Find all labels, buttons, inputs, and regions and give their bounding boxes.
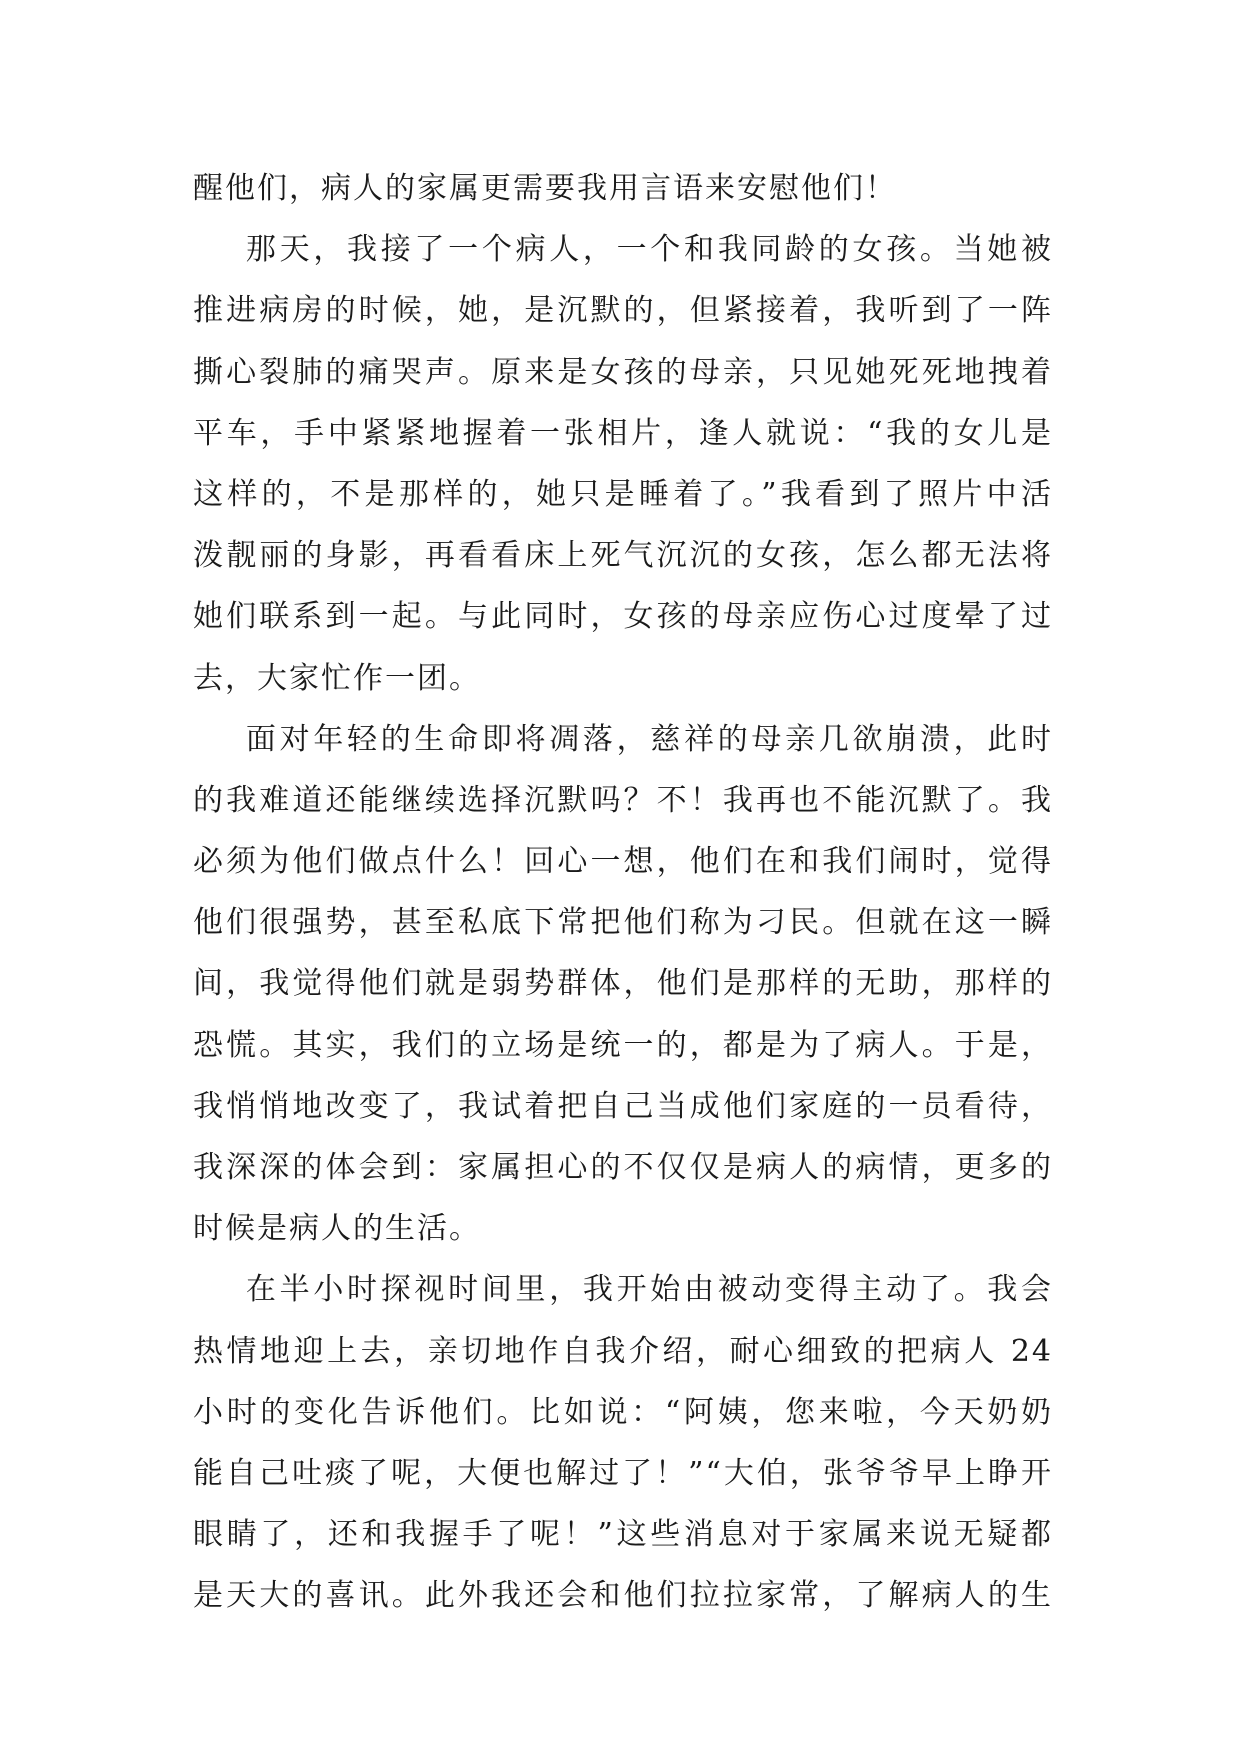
text-line: 小时的变化告诉他们。比如说：“阿姨，您来啦，今天奶奶 <box>193 1394 1053 1430</box>
text-line: 他们很强势，甚至私底下常把他们称为刁民。但就在这一瞬 <box>193 905 1053 941</box>
text-line: 醒他们，病人的家属更需要我用言语来安慰他们！ <box>193 171 897 206</box>
text-line: 面对年轻的生命即将凋落，慈祥的母亲几欲崩溃，此时 <box>193 721 1053 757</box>
text-line: 是天大的喜讯。此外我还会和他们拉拉家常，了解病人的生 <box>193 1578 1053 1614</box>
text-line: 能自己吐痰了呢，大便也解过了！”“大伯，张爷爷早上睁开 <box>193 1455 1053 1491</box>
text-line: 平车，手中紧紧地握着一张相片，逢人就说：“我的女儿是 <box>193 415 1053 451</box>
text-line: 必须为他们做点什么！回心一想，他们在和我们闹时，觉得 <box>193 844 1053 880</box>
text-line: 恐慌。其实，我们的立场是统一的，都是为了病人。于是， <box>193 1027 1053 1063</box>
text-line: 间，我觉得他们就是弱势群体，他们是那样的无助，那样的 <box>193 966 1053 1002</box>
text-line: 泼靓丽的身影，再看看床上死气沉沉的女孩，怎么都无法将 <box>193 538 1053 574</box>
text-line: 那天，我接了一个病人，一个和我同龄的女孩。当她被 <box>193 232 1053 268</box>
body-text <box>193 158 1053 1627</box>
text-line: 我悄悄地改变了，我试着把自己当成他们家庭的一员看待， <box>193 1088 1053 1124</box>
text-line: 在半小时探视时间里，我开始由被动变得主动了。我会 <box>193 1272 1053 1308</box>
text-line: 的我难道还能继续选择沉默吗？不！我再也不能沉默了。我 <box>193 782 1053 818</box>
text-line: 时候是病人的生活。 <box>193 1211 481 1247</box>
text-line: 这样的，不是那样的，她只是睡着了。”我看到了照片中活 <box>193 476 1053 512</box>
text-line: 眼睛了，还和我握手了呢！”这些消息对于家属来说无疑都 <box>193 1517 1053 1553</box>
text-line: 撕心裂肺的痛哭声。原来是女孩的母亲，只见她死死地拽着 <box>193 354 1053 390</box>
text-line: 她们联系到一起。与此同时，女孩的母亲应伤心过度晕了过 <box>193 599 1053 635</box>
text-line: 热情地迎上去，亲切地作自我介绍，耐心细致的把病人 24 <box>193 1333 1053 1369</box>
text-line: 我深深的体会到：家属担心的不仅仅是病人的病情，更多的 <box>193 1150 1053 1185</box>
text-line: 推进病房的时候，她，是沉默的，但紧接着，我听到了一阵 <box>193 293 1053 329</box>
text-line: 去，大家忙作一团。 <box>193 660 481 696</box>
